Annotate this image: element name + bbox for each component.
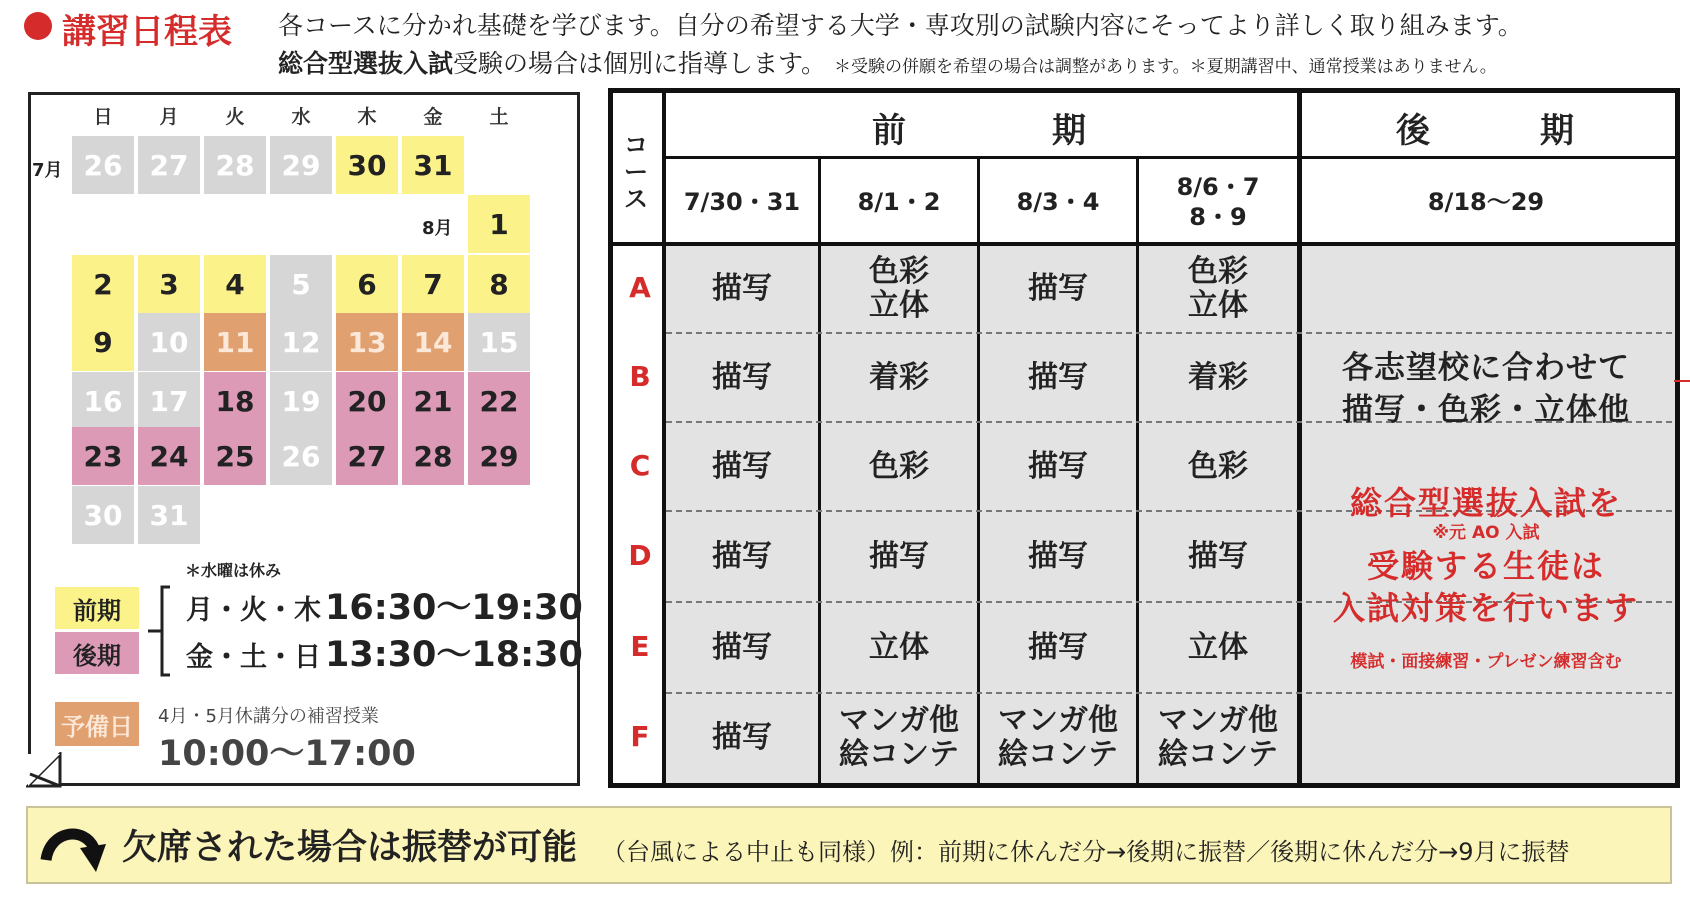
schedule-cell: 描写 bbox=[712, 360, 772, 395]
schedule-cell: 色彩 bbox=[869, 449, 929, 484]
calendar-day: 27 bbox=[336, 427, 398, 485]
late-red-line2: 受験する生徒は bbox=[1366, 547, 1605, 585]
calendar-day: 4 bbox=[204, 255, 266, 313]
early-date: 7/30・31 bbox=[683, 188, 801, 216]
schedule-cell: マンガ他 絵コンテ bbox=[839, 703, 959, 772]
schedule-cell: 色彩 立体 bbox=[1188, 254, 1248, 323]
schedule-cell: マンガ他 絵コンテ bbox=[1158, 703, 1278, 772]
calendar-day: 17 bbox=[138, 372, 200, 430]
schedule-cell: 描写 bbox=[1028, 449, 1088, 484]
calendar-day: 18 bbox=[204, 372, 266, 430]
legend-early: 前期 bbox=[55, 587, 139, 629]
legend-row1-days: 月・火・木 bbox=[186, 595, 321, 626]
course-letter: A bbox=[629, 271, 651, 304]
late-date: 8/18〜29 bbox=[1427, 188, 1545, 216]
calendar-day: 5 bbox=[270, 255, 332, 313]
footer-sub-text: （台風による中止も同様）例：前期に休んだ分→後期に振替／後期に休んだ分→9月に振替 bbox=[602, 838, 1570, 866]
calendar-day: 15 bbox=[468, 313, 530, 371]
late-red-line3: 入試対策を行います bbox=[1332, 589, 1639, 627]
calendar-day: 12 bbox=[270, 313, 332, 371]
footer-main-text: 欠席された場合は振替が可能 bbox=[122, 828, 578, 868]
schedule-cell: 描写 bbox=[712, 720, 772, 755]
intro-rest: 受験の場合は個別に指導します。 bbox=[453, 49, 827, 78]
grid-dashed-line bbox=[666, 332, 1672, 334]
page-title: 講習日程表 bbox=[62, 12, 232, 52]
weekday-label: 月 bbox=[159, 106, 179, 128]
calendar-day: 25 bbox=[204, 427, 266, 485]
schedule-cell: 描写 bbox=[1028, 271, 1088, 306]
intro-line-1: 各コースに分かれ基礎を学びます。自分の希望する大学・専攻別の試験内容にそってより詳しく取り組みます。 bbox=[278, 11, 1523, 40]
course-letter: C bbox=[629, 449, 651, 482]
calendar-day: 21 bbox=[402, 372, 464, 430]
calendar-day: 14 bbox=[402, 313, 464, 371]
calendar-day: 24 bbox=[138, 427, 200, 485]
weekday-label: 土 bbox=[489, 106, 509, 128]
early-date: 8/1・2 bbox=[857, 188, 941, 216]
schedule-cell: 描写 bbox=[712, 271, 772, 306]
legend-row1-time: 16:30〜19:30 bbox=[325, 588, 583, 628]
calendar-day: 7 bbox=[402, 255, 464, 313]
calendar-day: 16 bbox=[72, 372, 134, 430]
calendar-day: 9 bbox=[72, 313, 134, 371]
calendar-day: 13 bbox=[336, 313, 398, 371]
grid-dashed-line bbox=[666, 692, 1672, 694]
weekday-label: 日 bbox=[93, 106, 113, 128]
late-red-small: ※元 AO 入試 bbox=[1432, 523, 1540, 543]
legend-late: 後期 bbox=[55, 632, 139, 674]
calendar-day: 23 bbox=[72, 427, 134, 485]
calendar-day: 2 bbox=[72, 255, 134, 313]
calendar-day: 8 bbox=[468, 255, 530, 313]
calendar-day: 19 bbox=[270, 372, 332, 430]
intro-note: ＊受験の併願を希望の場合は調整があります。＊夏期講習中、通常授業はありません。 bbox=[834, 57, 1497, 77]
calendar-day: 28 bbox=[402, 427, 464, 485]
schedule-cell: 着彩 bbox=[1188, 360, 1248, 395]
month-label-august: 8月 bbox=[422, 218, 453, 239]
grid-hline bbox=[665, 156, 1675, 159]
wednesday-note: ＊水曜は休み bbox=[185, 561, 282, 580]
course-letter: F bbox=[630, 720, 650, 753]
weekday-label: 火 bbox=[225, 106, 245, 128]
reserve-day-label: 予備日 bbox=[55, 702, 139, 746]
side-mark bbox=[1674, 380, 1690, 382]
weekday-label: 木 bbox=[357, 106, 377, 128]
schedule-cell: 描写 bbox=[1028, 630, 1088, 665]
calendar-day: 6 bbox=[336, 255, 398, 313]
schedule-cell: マンガ他 絵コンテ bbox=[998, 703, 1118, 772]
title-bullet-icon bbox=[24, 12, 52, 40]
calendar-day: 28 bbox=[204, 136, 266, 194]
legend-row2-days: 金・土・日 bbox=[186, 642, 321, 673]
schedule-cell: 描写 bbox=[1028, 360, 1088, 395]
course-column-header: コ ー ス bbox=[624, 131, 648, 213]
schedule-cell: 描写 bbox=[712, 539, 772, 574]
late-period-header: 後 期 bbox=[1396, 111, 1576, 151]
reserve-day-time: 10:00〜17:00 bbox=[158, 734, 416, 774]
calendar-day: 20 bbox=[336, 372, 398, 430]
weekday-label: 金 bbox=[423, 106, 443, 128]
calendar-day: 1 bbox=[468, 195, 530, 253]
schedule-cell: 描写 bbox=[1028, 539, 1088, 574]
calendar-day: 26 bbox=[72, 136, 134, 194]
calendar-day: 26 bbox=[270, 427, 332, 485]
late-red-line1: 総合型選抜入試を bbox=[1349, 484, 1622, 522]
calendar-day: 10 bbox=[138, 313, 200, 371]
intro-bold: 総合型選抜入試 bbox=[278, 49, 454, 78]
calendar-day: 27 bbox=[138, 136, 200, 194]
early-period-header: 前 期 bbox=[872, 111, 1088, 151]
curved-arrow-icon bbox=[40, 818, 106, 874]
calendar-day: 3 bbox=[138, 255, 200, 313]
schedule-cell: 描写 bbox=[869, 539, 929, 574]
legend-bracket bbox=[148, 585, 178, 677]
course-letter: D bbox=[628, 539, 652, 572]
intro-line-2 bbox=[278, 44, 1497, 80]
calendar-day: 29 bbox=[270, 136, 332, 194]
course-letter: B bbox=[629, 360, 651, 393]
calendar-day: 30 bbox=[336, 136, 398, 194]
weekday-label: 水 bbox=[291, 106, 311, 128]
calendar-day: 31 bbox=[402, 136, 464, 194]
calendar-day: 22 bbox=[468, 372, 530, 430]
legend-row2-time: 13:30〜18:30 bbox=[325, 635, 583, 675]
schedule-cell: 描写 bbox=[1188, 539, 1248, 574]
page-fold-icon bbox=[26, 752, 62, 788]
schedule-cell: 着彩 bbox=[869, 360, 929, 395]
schedule-cell: 色彩 立体 bbox=[869, 254, 929, 323]
early-date: 8/6・7 8・9 bbox=[1176, 173, 1260, 231]
schedule-cell: 描写 bbox=[712, 630, 772, 665]
late-text-line1: 各志望校に合わせて bbox=[1342, 350, 1630, 386]
reserve-day-note: 4月・5月休講分の補習授業 bbox=[158, 706, 379, 727]
late-red-note: 模試・面接練習・プレゼン練習含む bbox=[1350, 652, 1622, 672]
schedule-cell: 立体 bbox=[869, 630, 929, 665]
course-letter: E bbox=[630, 630, 650, 663]
early-date: 8/3・4 bbox=[1016, 188, 1100, 216]
calendar-day: 30 bbox=[72, 486, 134, 544]
schedule-cell: 色彩 bbox=[1188, 449, 1248, 484]
month-label-july: 7月 bbox=[32, 160, 63, 181]
calendar-day: 31 bbox=[138, 486, 200, 544]
schedule-cell: 立体 bbox=[1188, 630, 1248, 665]
calendar-day: 11 bbox=[204, 313, 266, 371]
schedule-cell: 描写 bbox=[712, 449, 772, 484]
late-text-line2: 描写・色彩・立体他 bbox=[1342, 392, 1630, 428]
calendar-day: 29 bbox=[468, 427, 530, 485]
